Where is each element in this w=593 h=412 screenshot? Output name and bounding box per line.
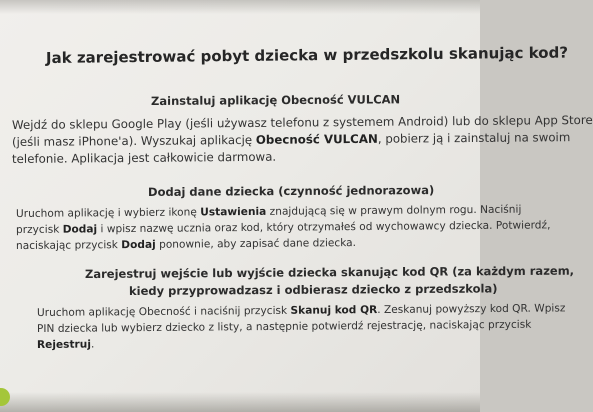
section-add-child-line-1: Uruchom aplikację i wybierz ikonę Ustawienia znajdującą się w prawym dolnym rogu. Naciśnij xyxy=(15,203,522,220)
section-install-heading: Zainstaluj aplikację Obecność VULCAN xyxy=(150,92,401,108)
top-shadow xyxy=(0,0,480,14)
section-install-line-3: telefonie. Aplikacja jest całkowicie darmowa. xyxy=(11,149,277,166)
section-add-child-line-3: naciskając przycisk Dodaj ponownie, aby zapisać dane dziecka. xyxy=(15,237,357,252)
app-name: Obecność VULCAN xyxy=(255,131,378,147)
add-label-again: Dodaj xyxy=(121,238,156,252)
bottom-shadow xyxy=(0,392,480,412)
section-scan-heading-line-2: kiedy przyprowadzasz i odbierasz dziecko z przedszkola) xyxy=(128,281,498,298)
section-add-child-line-2: przycisk Dodaj i wpisz nazwę ucznia oraz kod, który otrzymałeś od wychowawcy dziecka. Potwierdź, xyxy=(15,219,551,236)
section-scan-line-2: PIN dziecka lub wybierz dziecko z listy, a następnie potwierdź rejestrację, naciskając przycisk xyxy=(36,318,532,335)
section-scan-line-3: Rejestruj. xyxy=(36,338,95,351)
settings-label: Ustawienia xyxy=(200,205,267,219)
section-scan-heading-line-1: Zarejestruj wejście lub wyjście dziecka skanując kod QR (za każdym razem, xyxy=(84,263,575,281)
section-install-line-1: Wejdź do sklepu Google Play (jeśli używasz telefonu z systemem Android) lub do sklepu App Store xyxy=(11,112,593,132)
register-label: Rejestruj xyxy=(36,338,91,351)
notice-title: Jak zarejestrować pobyt dziecka w przedszkolu skanując kod? xyxy=(45,43,569,67)
scan-qr-label: Skanuj kod QR xyxy=(290,304,378,317)
section-scan-line-1: Uruchom aplikację Obecność i naciśnij przycisk Skanuj kod QR. Zeskanuj powyższy kod QR. Wpisz xyxy=(36,302,566,319)
section-install-line-2: (jeśli masz iPhone'a). Wyszukaj aplikację Obecność VULCAN, pobierz ją i zainstaluj na swoim xyxy=(11,130,571,149)
add-label: Dodaj xyxy=(62,223,98,236)
section-add-child-heading: Dodaj dane dziecka (czynność jednorazowa) xyxy=(147,183,435,199)
